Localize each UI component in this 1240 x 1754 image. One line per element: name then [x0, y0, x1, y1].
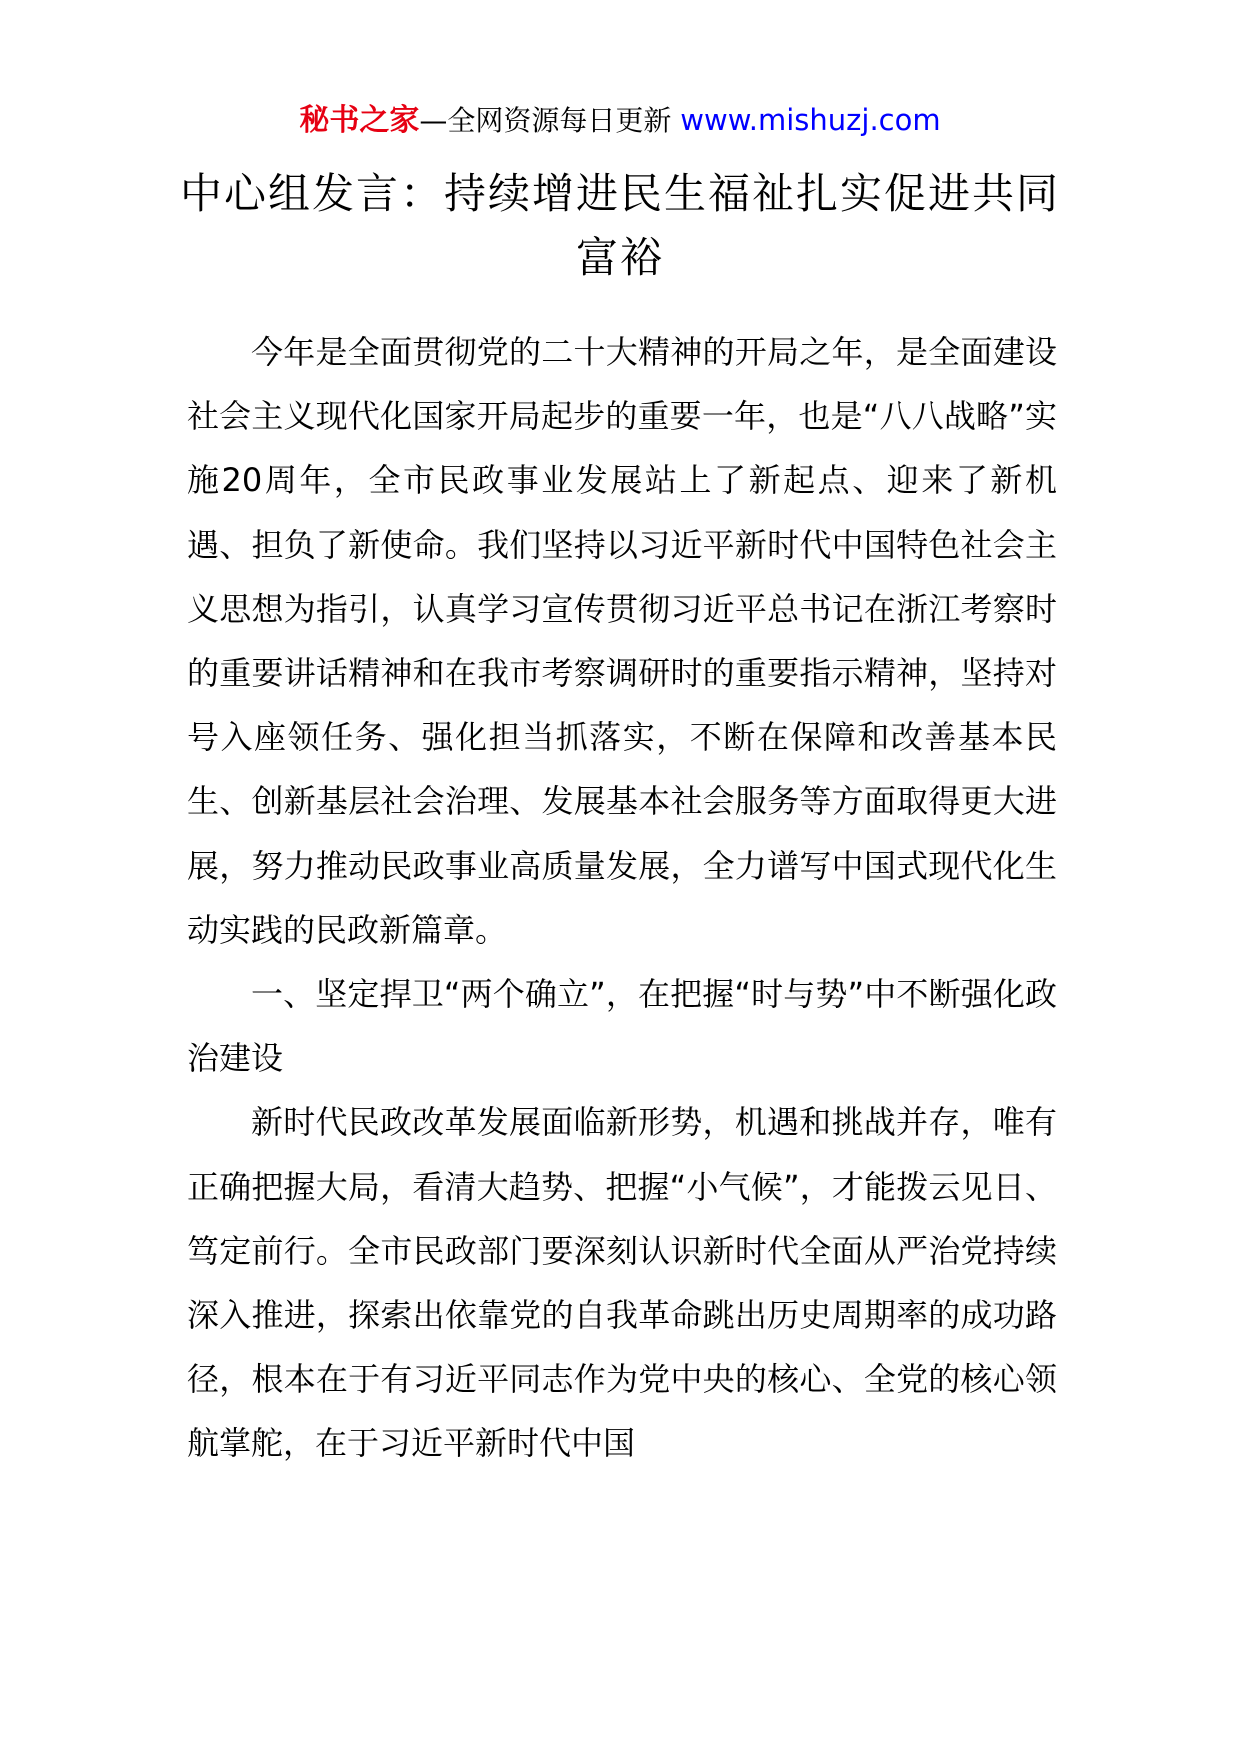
body-paragraph: 今年是全面贯彻党的二十大精神的开局之年，是全面建设社会主义现代化国家开局起步的重要一年，也是“八八战略”实施20周年，全市民政事业发展站上了新起点、迎来了新机遇、担负了新使命。我们坚持以习近平新时代中国特色社会主义思想为指引，认真学习宣传贯彻习近平总书记在浙江考察时的重要讲话精神和在我市考察调研时的重要指示精神，坚持对号入座领任务、强化担当抓落实，不断在保障和改善基本民生、创新基层社会治理、发展基本社会服务等方面取得更大进展，努力推动民政事业高质量发展，全力谱写中国式现代化生动实践的民政新篇章。 [187, 333, 1057, 949]
site-tagline: —全网资源每日更新 [419, 104, 681, 137]
site-header [0, 100, 1240, 141]
document-body [187, 320, 1057, 1476]
body-paragraph: 新时代民政改革发展面临新形势，机遇和挑战并存，唯有正确把握大局，看清大趋势、把握“小气候”，才能拨云见日、笃定前行。全市民政部门要深刻认识新时代全面从严治党持续深入推进，探索出依靠党的自我革命跳出历史周期率的成功路径，根本在于有习近平同志作为党中央的核心、全党的核心领航掌舵，在于习近平新时代中国 [187, 1103, 1057, 1463]
document-title: 中心组发言：持续增进民生福祉扎实促进共同富裕 [179, 169, 1060, 282]
site-url-link[interactable]: www.mishuzj.com [680, 103, 941, 137]
site-brand: 秘书之家 [299, 103, 420, 138]
section-heading: 一、坚定捍卫“两个确立”，在把握“时与势”中不断强化政治建设 [187, 975, 1057, 1078]
